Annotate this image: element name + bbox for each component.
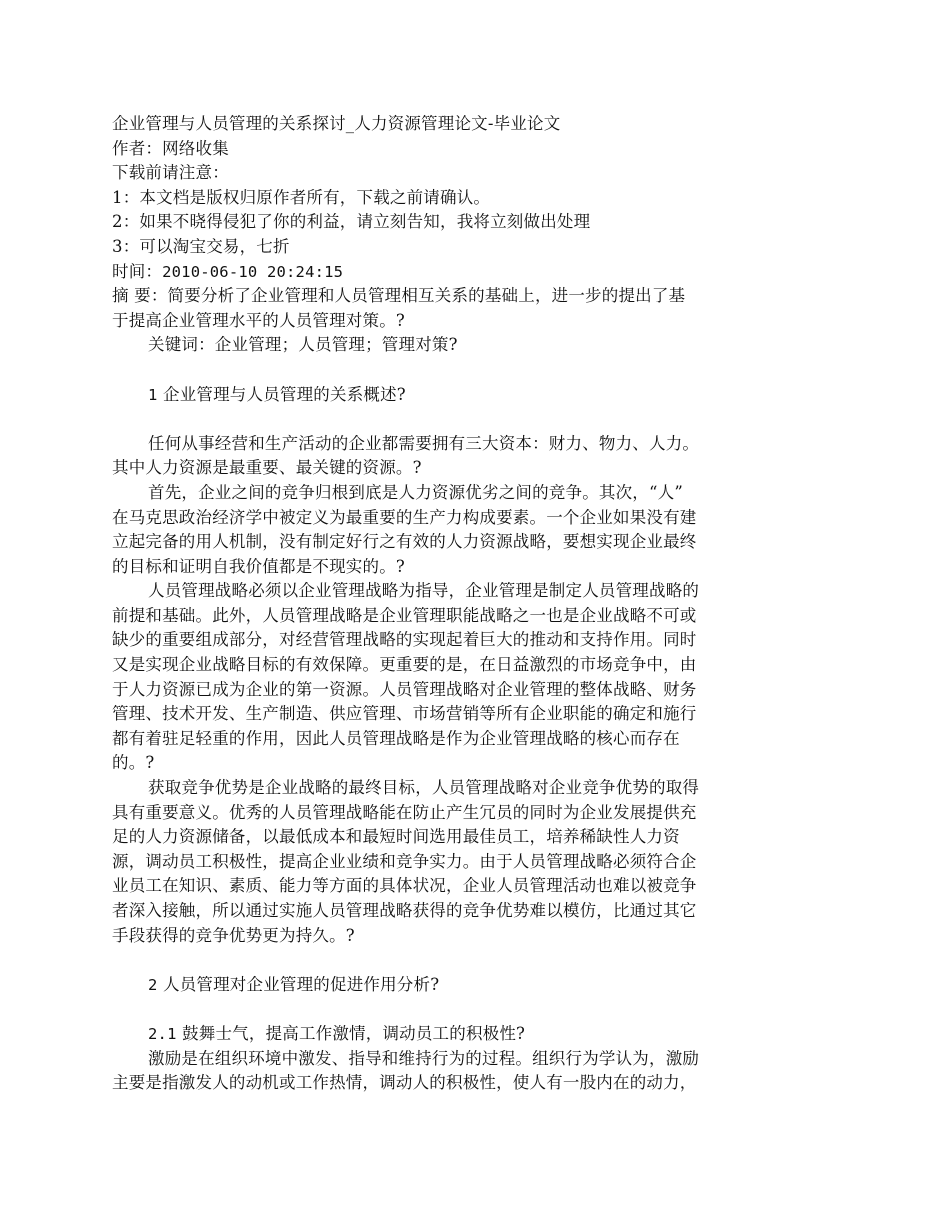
time-label: 时间： xyxy=(112,261,163,281)
notice-item-3: 3：可以淘宝交易，七折 xyxy=(112,236,290,256)
abstract-line-2: 于提高企业管理水平的人员管理对策。? xyxy=(112,310,405,330)
notice-heading: 下载前请注意： xyxy=(112,163,229,183)
para4-line-5: 业员工在知识、素质、能力等方面的具体状况，企业人员管理活动也难以被竞争 xyxy=(112,876,697,896)
para5-line-1: 激励是在组织环境中激发、指导和维持行为的过程。组织行为学认为，激励 xyxy=(148,1048,700,1068)
para4-line-6: 者深入接触，所以通过实施人员管理战略获得的竞争优势难以模仿，比通过其它 xyxy=(112,901,697,920)
document-page xyxy=(112,112,767,1096)
para4-line-4: 源，调动员工积极性，提高企业业绩和竞争实力。由于人员管理战略必须符合企 xyxy=(112,851,697,871)
section-2-title: 人员管理对企业管理的促进作用分析? xyxy=(163,974,440,994)
para3-line-8: 的。? xyxy=(112,753,155,773)
para4-line-2: 具有重要意义。优秀的人员管理战略能在防止产生冗员的同时为企业发展提供充 xyxy=(112,802,697,822)
para3-line-7: 都有着驻足轻重的作用，因此人员管理战略是作为企业管理战略的核心而存在 xyxy=(112,728,680,748)
notice-item-2: 2：如果不晓得侵犯了你的利益，请立刻告知，我将立刻做出处理 xyxy=(112,212,591,232)
para2-line-2: 在马克思政治经济学中被定义为最重要的生产力构成要素。一个企业如果没有建 xyxy=(112,507,697,527)
para3-line-3: 缺少的重要组成部分，对经营管理战略的实现起着巨大的推动和支持作用。同时 xyxy=(112,630,697,650)
para1-line-2: 其中人力资源是最重要、最关键的资源。? xyxy=(112,458,422,478)
para5-line-2: 主要是指激发人的动机或工作热情，调动人的积极性，使人有一股内在的动力， xyxy=(112,1073,697,1093)
section-1-number: 1 xyxy=(148,385,158,404)
para1-line-1: 任何从事经营和生产活动的企业都需要拥有三大资本：财力、物力、人力。 xyxy=(148,433,700,453)
time-line xyxy=(112,260,767,285)
section-1-title: 企业管理与人员管理的关系概述? xyxy=(163,384,406,404)
para3-line-5: 于人力资源已成为企业的第一资源。人员管理战略对企业管理的整体战略、财务 xyxy=(112,679,697,699)
time-value: 2010-06-10 20:24:15 xyxy=(162,262,344,281)
keywords-line: 关键词：企业管理；人员管理；管理对策? xyxy=(148,335,458,355)
para3-line-4: 又是实现企业战略目标的有效保障。更重要的是，在日益激烈的市场竞争中，由 xyxy=(112,655,697,675)
para4-line-1: 获取竞争优势是企业战略的最终目标，人员管理战略对企业竞争优势的取得 xyxy=(148,778,700,798)
para3-line-6: 管理、技术开发、生产制造、供应管理、市场营销等所有企业职能的确定和施行 xyxy=(112,704,697,724)
section-2-heading xyxy=(112,973,767,998)
para3-line-1: 人员管理战略必须以企业管理战略为指导，企业管理是制定人员管理战略的 xyxy=(148,581,700,601)
section-2-1-heading xyxy=(112,1022,767,1047)
para3-line-2: 前提和基础。此外，人员管理战略是企业管理职能战略之一也是企业战略不可或 xyxy=(112,605,697,625)
para4-line-7: 手段获得的竞争优势更为持久。? xyxy=(112,925,355,945)
author-line: 作者：网络收集 xyxy=(112,138,229,158)
para2-line-1: 首先，企业之间的竞争归根到底是人力资源优劣之间的竞争。其次，“人” xyxy=(148,482,683,502)
notice-item-1: 1：本文档是版权归原作者所有，下载之前请确认。 xyxy=(112,187,491,207)
section-2-1-number: 2.1 xyxy=(148,1024,177,1043)
para4-line-3: 足的人力资源储备，以最低成本和最短时间选用最佳员工，培养稀缺性人力资 xyxy=(112,827,680,847)
abstract-line-1: 摘 要：简要分析了企业管理和人员管理相互关系的基础上，进一步的提出了基 xyxy=(112,286,686,306)
section-1-heading xyxy=(112,383,767,408)
para2-line-4: 的目标和证明自我价值都是不现实的。? xyxy=(112,556,405,576)
section-2-1-title: 鼓舞士气，提高工作激情，调动员工的积极性? xyxy=(182,1023,526,1043)
document-title: 企业管理与人员管理的关系探讨_人力资源管理论文-毕业论文 xyxy=(112,114,561,133)
section-2-number: 2 xyxy=(148,975,158,994)
para2-line-3: 立起完备的用人机制，没有制定好行之有效的人力资源战略，要想实现企业最终 xyxy=(112,532,697,552)
